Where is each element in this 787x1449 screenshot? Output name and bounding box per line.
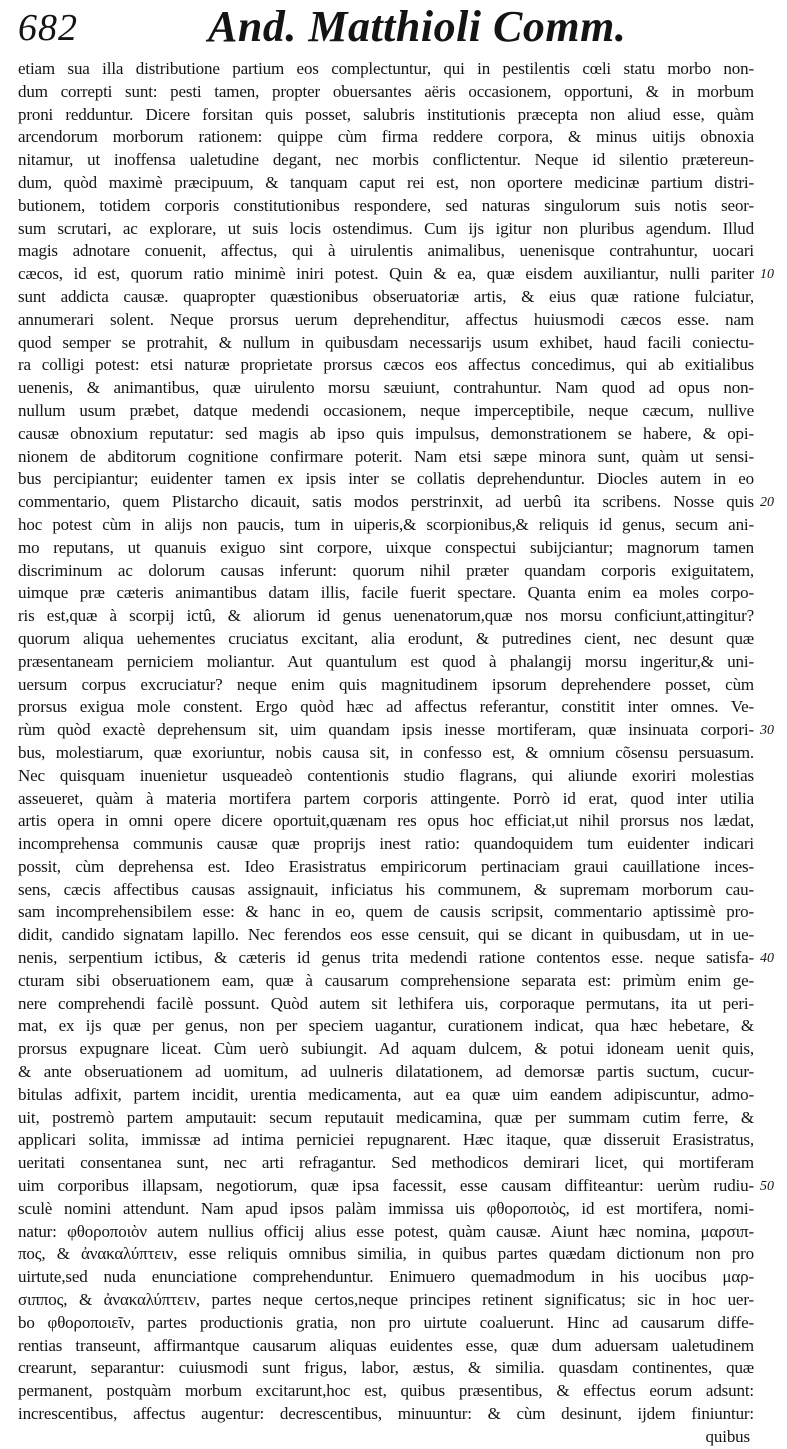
text-line: πος, & ἀνακαλύπτειν, esse reliquis omnibus similia, in quibus partes quædam dictionum non pro (18, 1244, 754, 1264)
text-line: prorsus expugnare liceat. Cùm uerò subiungit. Ad aquam dulcem, & potui idoneam uenit quis, (18, 1039, 754, 1059)
text-line: sculè nomini attendunt. Nam apud ipsos palàm immissa uis φθοροποιὸς, id est mortifera, nomi- (18, 1198, 754, 1218)
text-line: possit, cùm deprehensa est. Ideo Erasistratus empiricorum pertinaciam graui cauillatione inces- (18, 856, 754, 876)
text-line: uersum corpus excruciatur? neque enim quis magnitudinem ipsorum deprehendere posset, cùm (18, 674, 754, 694)
text-line: butionem, totidem corporis constitutionibus respondere, sed naturas singulorum suis notis seor- (18, 195, 754, 215)
text-line: Nec quisquam inuenietur usqueadeò contentionis studio flagrans, qui aliunde exoriri molestias (18, 765, 754, 785)
text-line: arcendorum morborum rationem: quippe cùm firma reddere corpora, & minus uitijs obnoxia (18, 127, 754, 147)
text-line: bo φθοροποιεῖν, partes productionis gratia, non pro uirtute coaluerunt. Hinc ad causarum diffe- (18, 1312, 754, 1332)
text-line: uimque præ cæteris animantibus datam illis, facile fuerit spectare. Quanta enim ea moles corpo- (18, 583, 754, 603)
text-line: rùm quòd exactè deprehensum sit, uim quandam ipsis inesse mortiferam, quæ insinuata corpori- (18, 720, 754, 740)
text-line: bus, molestiarum, quæ exoriuntur, nobis causa sit, in confesso est, & omnium cõsensu persuasum. (18, 742, 754, 762)
commentary-text-block (18, 58, 754, 1449)
text-line: etiam sua illa distributione partium eos complectuntur, qui in pestilentis cœli statu morbo non- (18, 59, 754, 78)
text-line: quod semper se protrahit, & nullum in quibusdam necessarijs usum exhibet, haud facili coniectu- (18, 332, 754, 352)
text-line: permanent, postquàm morbum excitarunt,hoc est, quibus præsentibus, & effectus eorum adsunt: (18, 1381, 754, 1401)
text-line: didit, candido signatam lapillo. Nec ferendos eos esse censuit, qui se dicant in quibusdam, ut in ue- (18, 925, 754, 945)
margin-line-number: 10 (760, 267, 774, 283)
margin-line-number: 30 (760, 723, 774, 739)
text-line: cæcos, id est, quorum ratio minimè iniri potest. Quin & ea, quæ eisdem auxiliantur, nulli pariter (18, 264, 754, 284)
text-line: ris est,quæ à scorpij ictû, & aliorum id genus uenenatorum,quæ nos morsu conficiunt,attingitur? (18, 606, 754, 626)
text-line: prorsus exigua mole constent. Ergo quòd hæc ad affectus referantur, constitit inter omnes. Ve- (18, 697, 754, 717)
text-line: asseueret, quàm à materia mortifera partem corporis attingente. Porrò id erat, quod inter utilia (18, 788, 754, 808)
text-line: uim corporibus illapsam, negotiorum, quæ ipsa facessit, esse causam diffiteantur: uerùm rudiu- (18, 1176, 754, 1196)
text-line: applicari solita, immissæ ad intima perniciei repugnarent. Hæc itaque, quæ disseruit Erasistratus, (18, 1130, 754, 1150)
text-line: incomprehensa communis causæ quæ proprijs inest ratio: quandoquidem tum euidenter indicari (18, 834, 754, 854)
running-title: And. Matthioli Comm. (208, 2, 627, 51)
text-line: nionem de abditorum cognitione confirmare poterit. Nam etsi sæpe minora sunt, quàm ut sensi- (18, 446, 754, 466)
page-number: 682 (18, 7, 78, 49)
text-line: præsentaneam perniciem moliantur. Aut quantulum est quod à phalangij morsu ingeritur,& uni- (18, 651, 754, 671)
margin-line-number: 50 (760, 1179, 774, 1195)
text-line: increscentibus, affectus augentur: decrescentibus, minuuntur: & cùm desinunt, ijdem finiuntur: (18, 1404, 754, 1424)
text-line: dum correpti sunt: pesti tamen, propter obuersantes aëris occasionem, opportuni, & in morbum (18, 81, 754, 101)
catchword: quibus (705, 1426, 750, 1446)
text-line: σιππος, & ἀνακαλύπτειν, partes neque certos,neque principes retinent significatus; sic in hoc uer- (18, 1290, 754, 1310)
text-line: natur: φθοροποιὸν autem nullius officij alius esse potest, quàm causæ. Aiunt hæc nomina, μαρσιπ- (18, 1221, 754, 1241)
text-line: nenis, serpentium ictibus, & cæteris id genus trita medendi ratione contentos esse. neque satisfa- (18, 948, 754, 968)
text-line: mat, ex ijs quæ per genus, non per speciem uagantur, curationem indicat, qua hæc hebetare, & (18, 1016, 754, 1036)
text-line: nitamur, ut inoffensa ualetudine degant, nec morbis conflictentur. Neque id silentio prætereun- (18, 150, 754, 170)
text-line: cturam sibi obseruationem eam, quæ à causarum comprehensione separata est: primùm enim ge- (18, 970, 754, 990)
page-header (14, 2, 774, 54)
text-line: artis opera in omni opere dicere oportuit,quænam res opus hoc efficiat,ut nihil prorsus nos lædat, (18, 811, 754, 831)
text-line: ueritati consentanea sunt, nec arti refragantur. Sed methodicos demirari licet, qui mortiferam (18, 1153, 754, 1173)
text-line: crearunt, separantur: cuiusmodi sunt frigus, labor, æstus, & similia. quasdam continentes, quæ (18, 1358, 754, 1378)
text-line: nullum usum præbet, datque medendi occasionem, neque imperceptibile, neque cæcum, nullive (18, 400, 754, 420)
text-line: proni redduntur. Dicere forsitan quis posset, salubris institutionis præcepta non aliud esse, quàm (18, 104, 754, 124)
text-line: sunt addicta causæ. quapropter quæstionibus obseruatoriæ artis, & eius quæ ratione fulciatur, (18, 286, 754, 306)
text-line: uirtute,sed nuda enunciatione comprehenduntur. Enimuero quemadmodum in his uocibus μαρ- (18, 1267, 754, 1287)
text-line: bitulas adfixit, partem incidit, urentia medicamenta, aut ea quæ uim eandem adipiscuntur, admo- (18, 1084, 754, 1104)
text-line: mo reputans, ut quanuis exiguo sint corpore, uixque conspectui subijciantur; magnorum tamen (18, 537, 754, 557)
text-line: & ante obseruationem ad uomitum, ad uulneris dilatationem, ad demorsæ partis suctum, cucur- (18, 1062, 754, 1082)
text-line: magis adnotare conuenit, affectus, qui à uirulentis animalibus, uenenisque contrahuntur, uocari (18, 241, 754, 261)
text-line: uenenis, & animantibus, quæ uirulento morsu sæuiunt, contrahuntur. Nam quod ad opus non- (18, 378, 754, 398)
text-line: hoc potest cùm in alijs non paucis, tum in uiperis,& scorpionibus,& reliquis id genus, secum ani- (18, 514, 754, 534)
text-line: nere comprehendi facilè possunt. Quòd autem sit lethifera uis, corporaque permutans, ita ut peri- (18, 993, 754, 1013)
text-line: rentias transeunt, affirmantque causarum aliquas euidentes esse, quæ dum aduersam ualetudinem (18, 1335, 754, 1355)
text-line: uit, postremò partem amputauit: secum reputauit medicamina, quæ per summam cutim ferre, & (18, 1107, 754, 1127)
text-line: bus percipiantur; euidenter tamen ex ipsis inter se collatis deprehenduntur. Diocles autem in eo (18, 469, 754, 489)
text-line: sum scrutari, ac explorare, ut suis locis ostendimus. Cum ijs igitur non pluribus agendum. Illud (18, 218, 754, 238)
text-line: sens, cæcis affectibus causas assignauit, inficiatus his communem, & supremam morborum cau- (18, 879, 754, 899)
margin-line-number: 40 (760, 951, 774, 967)
text-line: causæ obnoxium reputatur: sed magis ab ipso quis impulsus, demonstrationem se habere, & opi- (18, 423, 754, 443)
text-line: annumerari solent. Neque prorsus uerum deprehenditur, affectus huiusmodi cæcos esse. nam (18, 309, 754, 329)
text-line: sam incomprehensibilem esse: & hanc in eo, quem de causis scripsit, commentario aptissimè pro- (18, 902, 754, 922)
text-line: quorum aliqua uehementes cruciatus excitant, alia erodunt, & putredines cient, nec desunt quæ (18, 628, 754, 648)
margin-line-number: 20 (760, 495, 774, 511)
text-line: ra colligi potest: etsi naturæ proprietate prorsus cæcos eos affectus concedimus, qui ab exitialibus (18, 355, 754, 375)
text-line: discriminum ac dolorum causas inferunt: quorum nihil præter quandam corporis exiguitatem, (18, 560, 754, 580)
text-line: dum, quòd maximè præcipuum, & tanquam caput rei est, non oportere medicinæ partium distri- (18, 172, 754, 192)
text-line: commentario, quem Plistarcho dicauit, satis modos perstrinxit, ad uerbû ita scribens. Nosse quis (18, 492, 754, 512)
